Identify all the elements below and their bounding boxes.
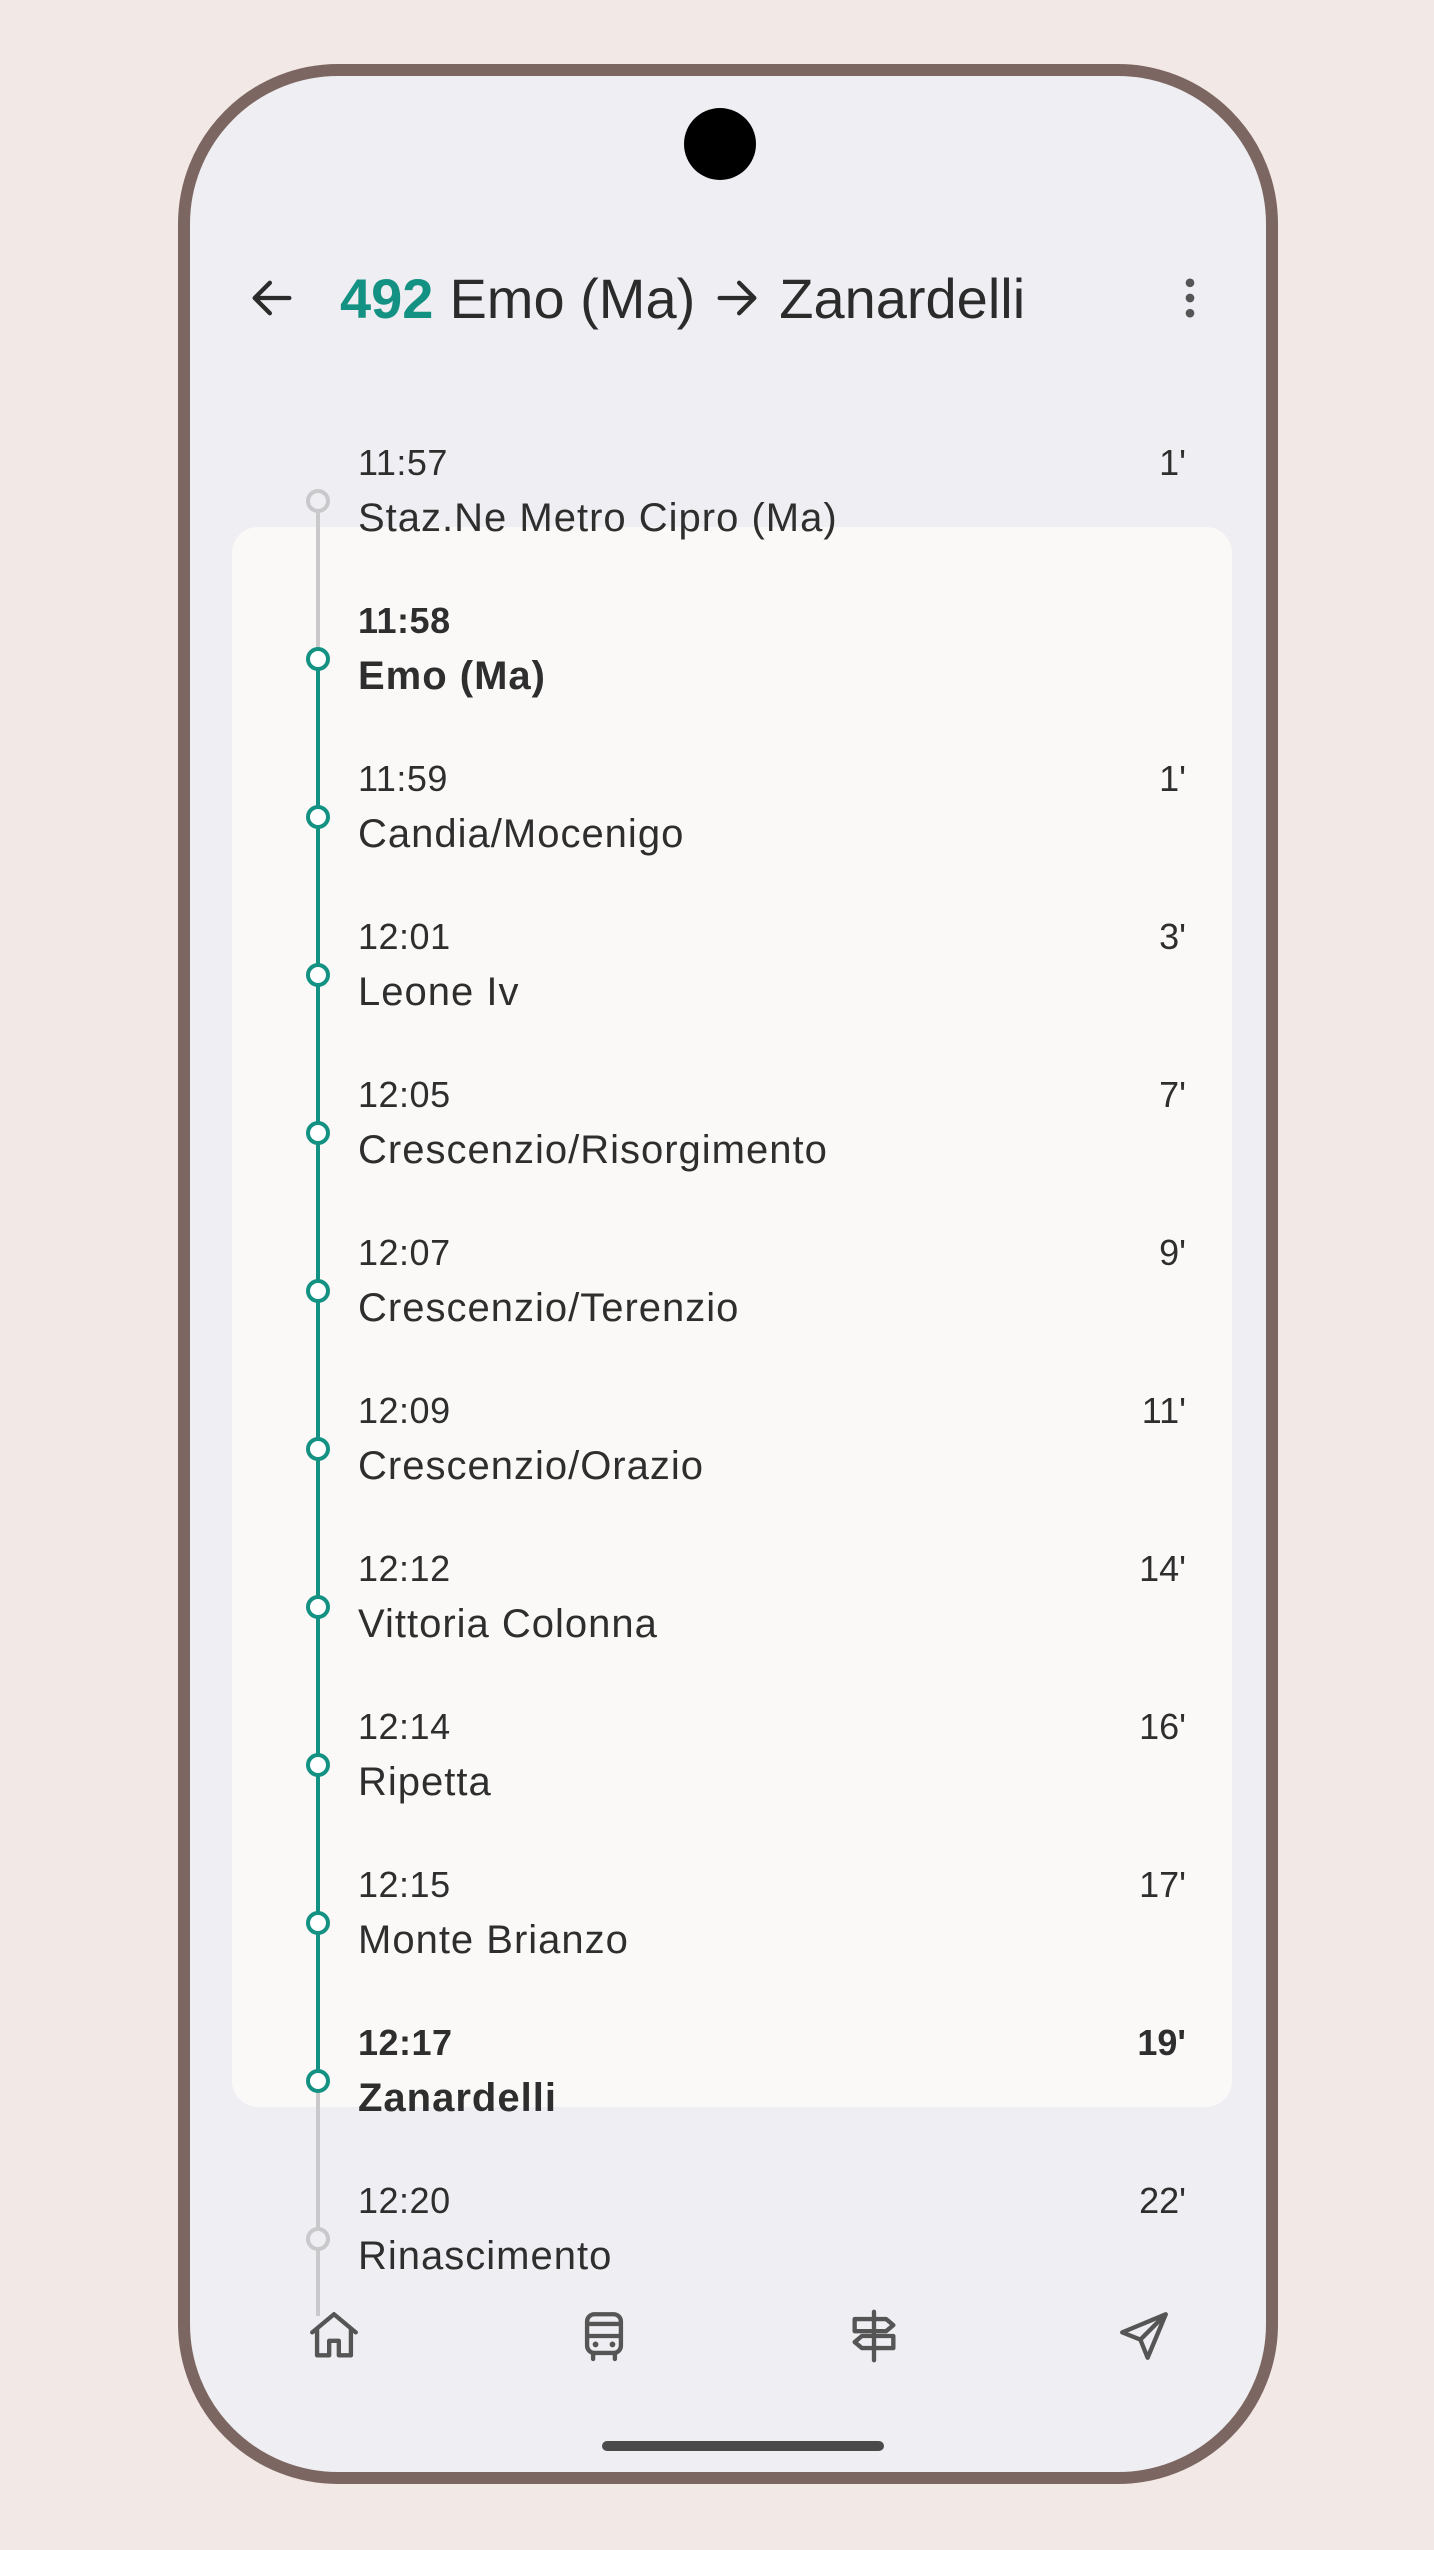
stop-name: Emo (Ma) (358, 654, 546, 698)
stop-row[interactable] (190, 594, 1266, 752)
stop-minutes-offset: 7' (1159, 1074, 1186, 1115)
line-number: 492 (340, 266, 434, 330)
stop-time: 12:09 (358, 1390, 451, 1431)
stop-list[interactable] (190, 436, 1266, 2316)
stop-time: 12:07 (358, 1232, 451, 1273)
stop-dot-icon (306, 2069, 330, 2093)
stop-name: Leone Iv (358, 970, 520, 1014)
stop-name: Crescenzio/Risorgimento (358, 1128, 828, 1172)
top-app-bar (190, 248, 1266, 348)
nav-item-signpost[interactable] (834, 2296, 914, 2376)
stop-row[interactable] (190, 910, 1266, 1068)
arrow-left-icon (246, 272, 298, 324)
stop-name: Ripetta (358, 1760, 492, 1804)
more-options-button[interactable] (1158, 266, 1222, 330)
phone-frame (178, 64, 1278, 2484)
stop-minutes-offset: 14' (1139, 1548, 1186, 1589)
stop-dot-icon (306, 1279, 330, 1303)
stop-time: 11:59 (358, 758, 448, 799)
stop-minutes-offset: 16' (1139, 1706, 1186, 1747)
stop-name: Rinascimento (358, 2234, 613, 2278)
stop-row[interactable] (190, 1858, 1266, 2016)
stop-dot-icon (306, 647, 330, 671)
bus-icon (575, 2307, 633, 2365)
stop-dot-icon (306, 963, 330, 987)
stop-name: Monte Brianzo (358, 1918, 629, 1962)
stop-row[interactable] (190, 1226, 1266, 1384)
stop-row[interactable] (190, 752, 1266, 910)
stop-time: 12:17 (358, 2022, 453, 2063)
stop-name: Zanardelli (358, 2076, 557, 2120)
stop-row[interactable] (190, 2016, 1266, 2174)
home-indicator[interactable] (602, 2441, 884, 2451)
stop-row[interactable] (190, 1068, 1266, 1226)
signpost-icon (845, 2307, 903, 2365)
stop-time: 12:20 (358, 2180, 451, 2221)
stop-name: Vittoria Colonna (358, 1602, 658, 1646)
home-icon (305, 2307, 363, 2365)
stop-minutes-offset: 9' (1159, 1232, 1186, 1273)
stop-minutes-offset: 3' (1159, 916, 1186, 957)
stop-name: Crescenzio/Orazio (358, 1444, 705, 1488)
stop-minutes-offset: 1' (1159, 442, 1186, 483)
stop-dot-icon (306, 1595, 330, 1619)
stop-row[interactable] (190, 436, 1266, 594)
stop-name: Candia/Mocenigo (358, 812, 685, 856)
nav-item-home[interactable] (294, 2296, 374, 2376)
stop-dot-icon (306, 805, 330, 829)
stop-dot-icon (306, 1911, 330, 1935)
stop-name: Staz.Ne Metro Cipro (Ma) (358, 496, 838, 540)
arrow-right-icon (711, 272, 763, 324)
navigation-icon (1115, 2307, 1173, 2365)
stop-time: 12:12 (358, 1548, 451, 1589)
stop-time: 12:01 (358, 916, 451, 957)
stop-minutes-offset: 22' (1139, 2180, 1186, 2221)
more-vertical-icon (1164, 272, 1216, 324)
nav-item-navigation[interactable] (1104, 2296, 1184, 2376)
stop-dot-icon (306, 2227, 330, 2251)
stop-dot-icon (306, 1437, 330, 1461)
back-button[interactable] (240, 266, 304, 330)
stop-dot-icon (306, 489, 330, 513)
stop-time: 12:14 (358, 1706, 451, 1747)
stop-time: 11:57 (358, 442, 448, 483)
stop-name: Crescenzio/Terenzio (358, 1286, 740, 1330)
stop-dot-icon (306, 1121, 330, 1145)
stop-row[interactable] (190, 1542, 1266, 1700)
stop-row[interactable] (190, 1384, 1266, 1542)
stop-minutes-offset: 17' (1139, 1864, 1186, 1905)
destination-stop: Zanardelli (779, 266, 1026, 330)
stop-time: 11:58 (358, 600, 451, 641)
stop-time: 12:05 (358, 1074, 451, 1115)
stop-minutes-offset: 19' (1137, 2022, 1186, 2063)
stop-row[interactable] (190, 1700, 1266, 1858)
stop-dot-icon (306, 1753, 330, 1777)
stop-minutes-offset: 1' (1159, 758, 1186, 799)
origin-stop: Emo (Ma) (449, 266, 696, 330)
bottom-navigation (190, 2276, 1266, 2396)
nav-item-bus[interactable] (564, 2296, 644, 2376)
stop-time: 12:15 (358, 1864, 451, 1905)
camera-cutout (684, 108, 756, 180)
stop-minutes-offset: 11' (1141, 1390, 1186, 1431)
route-title (340, 248, 1025, 348)
